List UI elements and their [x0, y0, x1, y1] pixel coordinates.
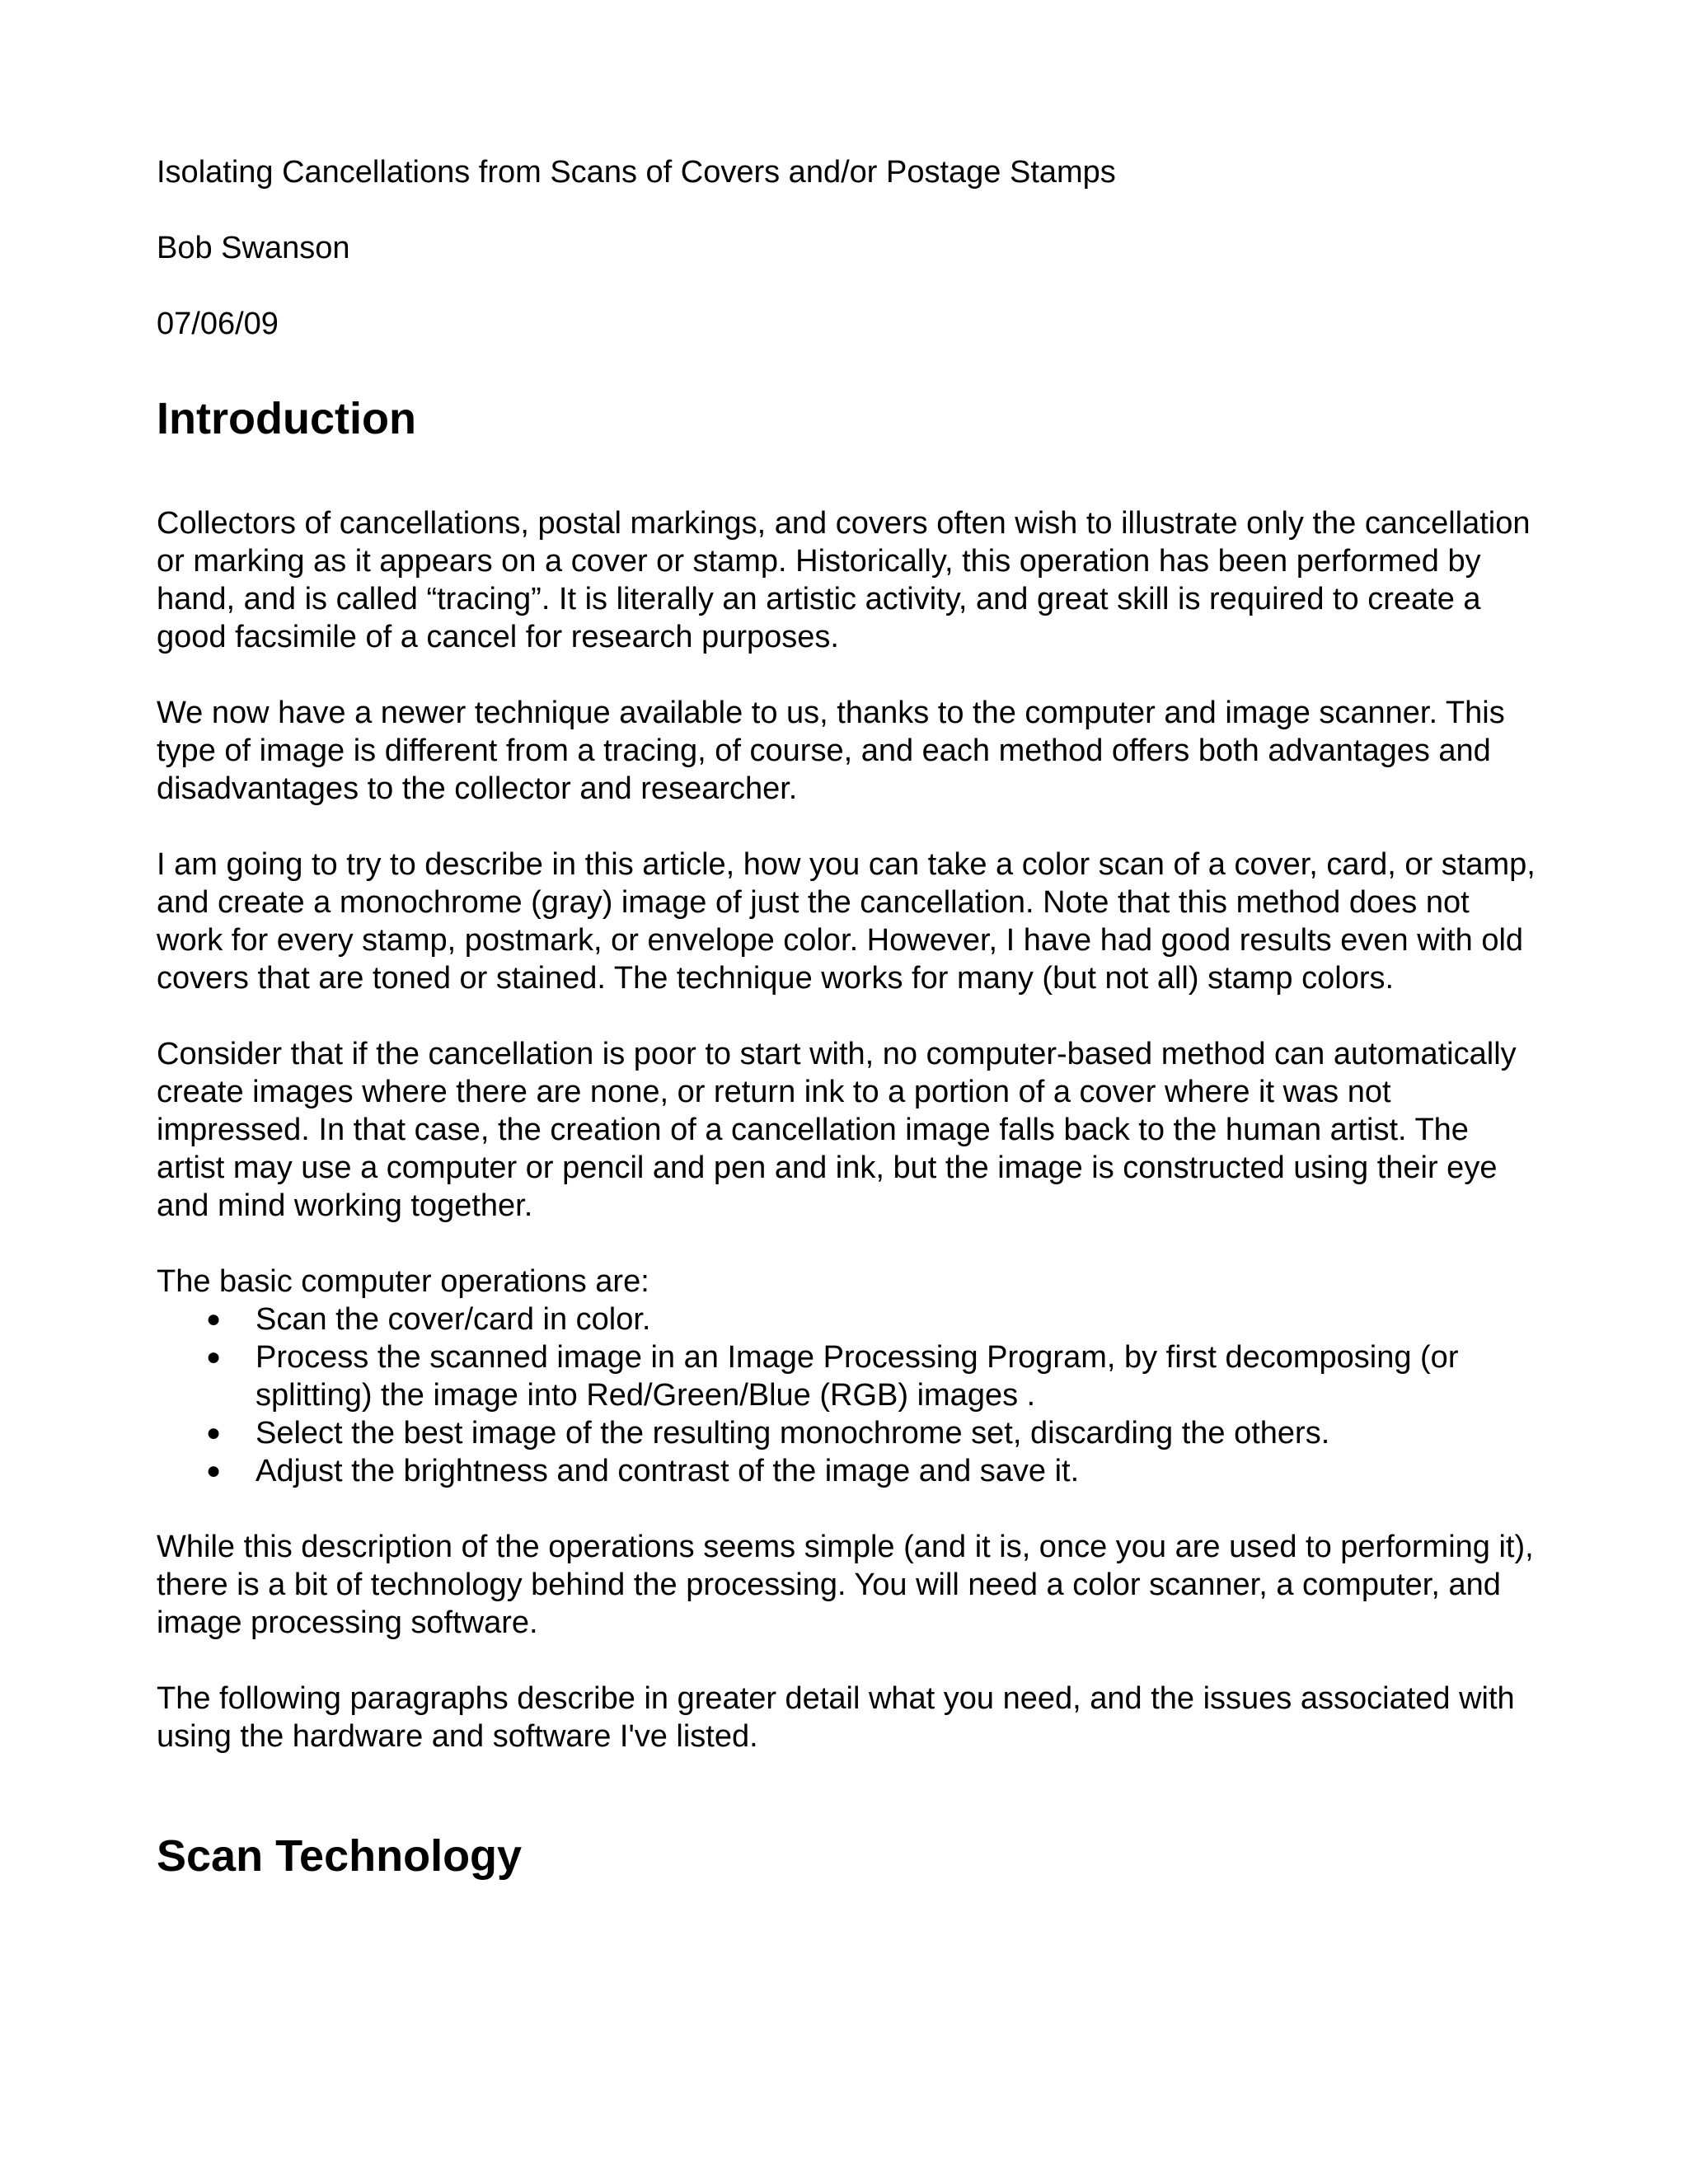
list-item: [157, 1452, 1541, 1490]
operations-lead-in: The basic computer operations are:: [157, 1264, 649, 1299]
document-title: Isolating Cancellations from Scans of Covers and/or Postage Stamps: [157, 155, 1116, 190]
list-item: [157, 1301, 1541, 1338]
intro-paragraph-4: Consider that if the cancellation is poor to start with, no computer-based method can automatically create images where there are none, or return ink to a portion of a cover where it was not impressed. In that case, the creation of a cancellation image falls back to the human artist. The artist may use a computer or pencil and pen and ink, but the image is constructed using their eye and mind working together.: [157, 1037, 1517, 1223]
bullet-icon: ●: [206, 1343, 222, 1371]
operation-text: Process the scanned image in an Image Processing Program, by first decomposing (or splitting) the image into Red/Green/Blue (RGB) images .: [256, 1340, 1459, 1413]
closing-paragraph-1: While this description of the operations seems simple (and it is, once you are used to performing it), there is a bit of technology behind the processing. You will need a color scanner, a computer, and image processing software.: [157, 1530, 1534, 1640]
document-author: Bob Swanson: [157, 231, 350, 265]
document-page: [157, 153, 1541, 1882]
list-item: [157, 1414, 1541, 1452]
scan-technology-heading: Scan Technology: [157, 1831, 523, 1881]
list-item: [157, 1338, 1541, 1414]
intro-paragraph-1: Collectors of cancellations, postal markings, and covers often wish to illustrate only the cancellation or marking as it appears on a cover or stamp. Historically, this operation has been performed by hand, and is called “tracing”. It is literally an artistic activity, and great skill is required to create a good facsimile of a cancel for research purposes.: [157, 506, 1531, 654]
intro-paragraph-3: I am going to try to describe in this article, how you can take a color scan of a cover, card, or stamp, and create a monochrome (gray) image of just the cancellation. Note that this method does not work for every stamp, postmark, or envelope color. However, I have had good results even with old covers that are toned or stained. The technique works for many (but not all) stamp colors.: [157, 847, 1536, 996]
operation-text: Scan the cover/card in color.: [256, 1302, 651, 1337]
operation-text: Adjust the brightness and contrast of the image and save it.: [256, 1454, 1080, 1488]
document-date: 07/06/09: [157, 307, 279, 341]
bullet-icon: ●: [206, 1419, 222, 1446]
operation-text: Select the best image of the resulting monochrome set, discarding the others.: [256, 1416, 1330, 1451]
closing-paragraph-2: The following paragraphs describe in greater detail what you need, and the issues associated with using the hardware and software I've listed.: [157, 1681, 1515, 1754]
bullet-icon: ●: [206, 1305, 222, 1333]
introduction-heading: Introduction: [157, 394, 416, 443]
operations-list: [157, 1301, 1541, 1490]
bullet-icon: ●: [206, 1457, 222, 1484]
intro-paragraph-2: We now have a newer technique available to us, thanks to the computer and image scanner. This type of image is different from a tracing, of course, and each method offers both advantages and disadvantages to the collector and researcher.: [157, 696, 1505, 806]
